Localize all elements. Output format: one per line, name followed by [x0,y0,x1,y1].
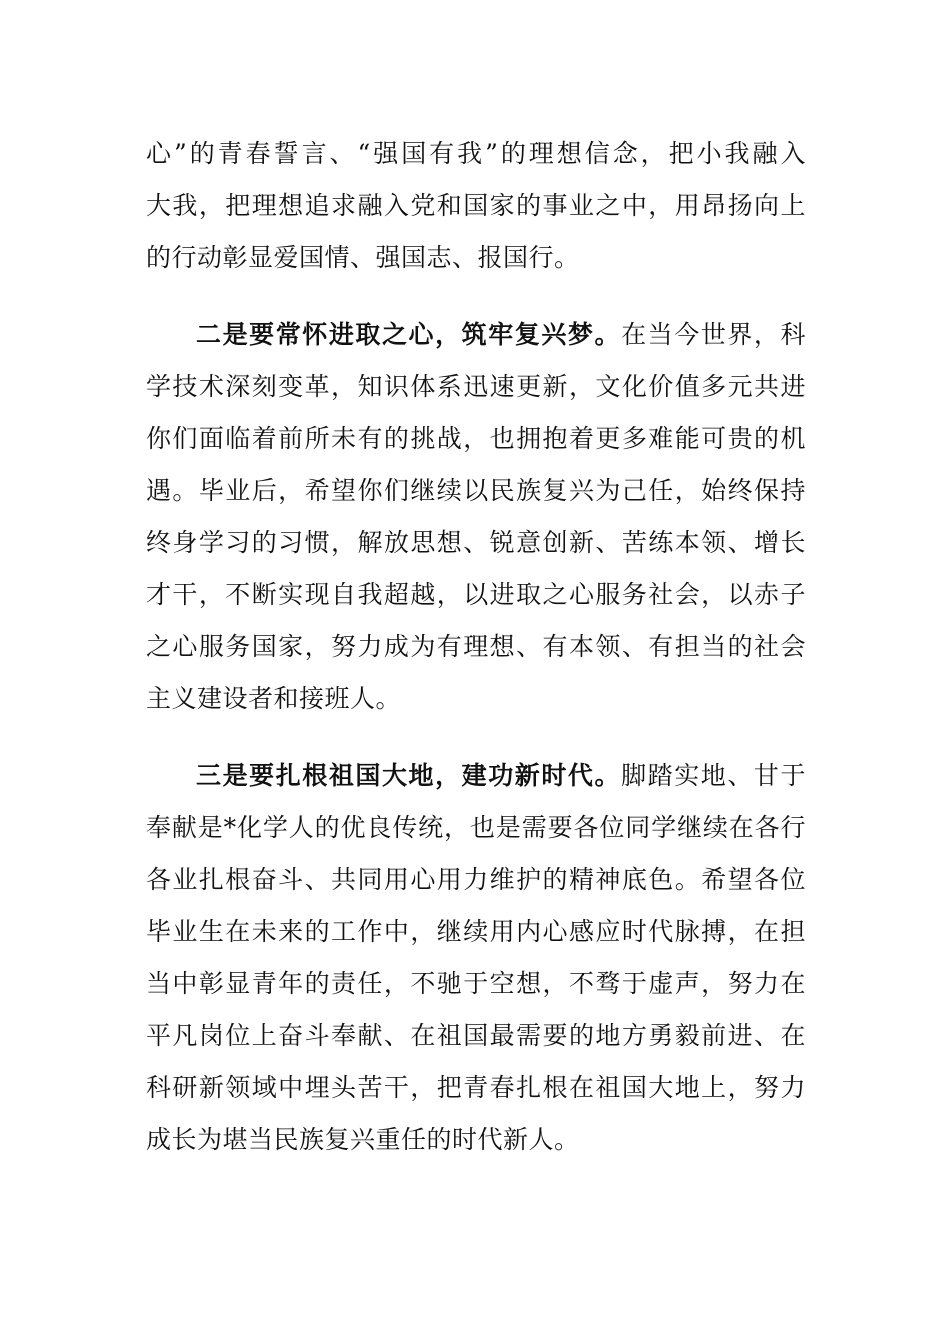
paragraph-spacer [146,284,806,309]
text-line: 成长为堪当民族复兴重任的时代新人。 [146,1125,580,1154]
text-line: 才干，不断实现自我超越，以进取之心服务社会，以赤子 [146,580,806,609]
paragraph-spacer [146,725,806,750]
text-line: 科研新领域中埋头苦干，把青春扎根在祖国大地上，努力 [146,1073,806,1102]
text-line: 之心服务国家，努力成为有理想、有本领、有担当的社会 [146,632,806,661]
text-line: 终身学习的习惯，解放思想、锐意创新、苦练本领、增长 [146,528,806,557]
document-body [146,128,806,1166]
paragraph-1 [146,128,806,284]
paragraph-text: 脚踏实地、甘于 [621,761,806,790]
paragraph-heading: 三是要扎根祖国大地，建功新时代。 [196,761,622,790]
paragraph-heading: 二是要常怀进取之心，筑牢复兴梦。 [196,320,622,349]
text-line: 奉献是*化学人的优良传统，也是需要各位同学继续在各行 [146,813,806,842]
text-line: 大我，把理想追求融入党和国家的事业之中，用昂扬向上 [146,191,806,220]
text-line: 当中彰显青年的责任，不驰于空想，不骛于虚声，努力在 [146,969,806,998]
paragraph-first-line [146,309,806,361]
paragraph-first-line [146,750,806,802]
text-line: 平凡岗位上奋斗奉献、在祖国最需要的地方勇毅前进、在 [146,1021,806,1050]
paragraph-text: 在当今世界，科 [621,320,806,349]
text-line: 毕业生在未来的工作中，继续用内心感应时代脉搏，在担 [146,917,806,946]
text-line: 你们面临着前所未有的挑战，也拥抱着更多难能可贵的机 [146,424,806,453]
text-line: 遇。毕业后，希望你们继续以民族复兴为己任，始终保持 [146,476,806,505]
text-line: 各业扎根奋斗、共同用心用力维护的精神底色。希望各位 [146,865,806,894]
paragraph-3 [146,750,806,1166]
paragraph-2 [146,309,806,725]
text-line: 学技术深刻变革，知识体系迅速更新，文化价值多元共进 [146,372,806,401]
text-line: 的行动彰显爱国情、强国志、报国行。 [146,243,580,272]
text-line: 主义建设者和接班人。 [146,684,402,713]
text-line: 心”的青春誓言、“强国有我”的理想信念，把小我融入 [146,139,806,168]
